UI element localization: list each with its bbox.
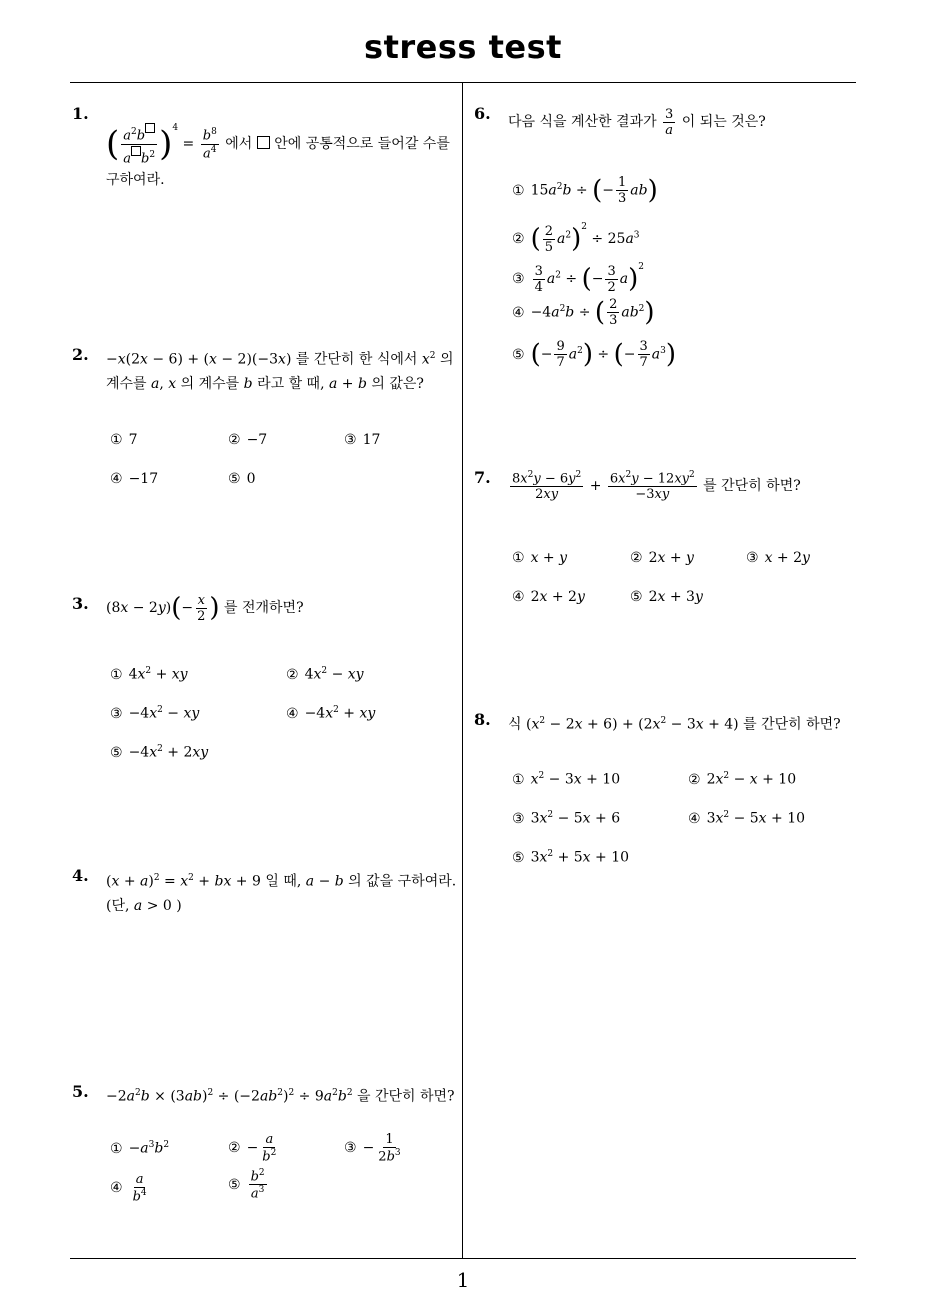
question-7: $\frac{8x^2y - 6y^2}{2xy}$ + $\frac{6x^2y - 12xy^2}{-3xy}$ 를 간단히 하면? bbox=[512, 469, 801, 503]
question-2: −x(2x − 6) + (x − 2)(−3x) 를 간단히 한 식에서 $x^2$ 의 계수를 a, x 의 계수를 b 라고 할 때, a + b 의 값은? bbox=[106, 351, 454, 392]
option-marker: ③ bbox=[344, 432, 357, 448]
option-marker: ② bbox=[228, 1140, 241, 1157]
q8-option-3[interactable]: ③ $3x^2 - 5x + 6$ bbox=[512, 810, 621, 827]
question-1-text-a: 에서 bbox=[220, 136, 257, 152]
option-marker: ③ bbox=[344, 1140, 357, 1157]
option-marker: ④ bbox=[110, 471, 123, 487]
option-marker: ⑤ bbox=[512, 346, 525, 363]
q8-option-5[interactable]: ⑤ $3x^2 + 5x + 10$ bbox=[512, 849, 630, 866]
question-4-text-d: ) bbox=[171, 897, 182, 914]
question-2-number: 2. bbox=[72, 345, 89, 364]
question-4-number: 4. bbox=[72, 866, 89, 885]
q3-option-4[interactable]: ④ $-4x^2$ + xy bbox=[286, 705, 376, 722]
question-6-number: 6. bbox=[474, 104, 491, 123]
page-number: 1 bbox=[456, 1268, 470, 1292]
q7-option-5[interactable]: ⑤ 2x + 3y bbox=[630, 589, 703, 605]
question-1-text-b: 안에 공통적으로 들어갈 수를 bbox=[269, 136, 450, 152]
question-8-text-a: 식 bbox=[508, 716, 526, 733]
question-7-number: 7. bbox=[474, 468, 491, 487]
page-title: stress test bbox=[364, 28, 562, 66]
question-4-text-b: 의 값을 구하여라. bbox=[343, 873, 457, 890]
q8-option-2[interactable]: ② $2x^2 - x + 10$ bbox=[688, 771, 797, 788]
question-6-text-b: 이 되는 것은? bbox=[677, 114, 766, 130]
question-2-text-b: 의 bbox=[435, 351, 454, 368]
question-3-text: 를 전개하면? bbox=[219, 600, 304, 616]
option-marker: ① bbox=[110, 1140, 123, 1157]
question-2-text-d: 의 계수를 bbox=[176, 375, 244, 392]
option-marker: ⑤ bbox=[630, 589, 643, 605]
option-marker: ① bbox=[110, 432, 123, 448]
q3-option-2[interactable]: ② $4x^2$ − xy bbox=[286, 666, 364, 683]
q6-option-3[interactable]: ③ $\frac{3}{4}$ $a^2$ ÷ (− $\frac{3}{2}$ a)$^2$ bbox=[512, 262, 644, 295]
option-marker: ③ bbox=[746, 550, 759, 566]
q5-option-3[interactable]: ③ − $\frac{1}{2b^3}$ bbox=[344, 1132, 401, 1165]
q6-option-1[interactable]: ① $15a^2b$ ÷ (− $\frac{1}{3}$ ab) bbox=[512, 175, 658, 207]
option-marker: ② bbox=[228, 432, 241, 448]
option-marker: ④ bbox=[688, 810, 701, 827]
option-marker: ⑤ bbox=[512, 849, 525, 866]
top-rule bbox=[70, 82, 856, 83]
option-value: −17 bbox=[128, 471, 159, 487]
question-8: 식 $(x^2 - 2x + 6) + (2x^2 - 3x + 4)$ 를 간단히 하면? bbox=[508, 716, 841, 733]
option-marker: ① bbox=[512, 182, 525, 199]
q2-option-4[interactable] bbox=[110, 471, 158, 487]
q6-option-5[interactable]: ⑤ (− $\frac{9}{7}$ $a^2$) ÷ (− $\frac{3}{7}$ $a^3$) bbox=[512, 339, 677, 371]
q7-option-2[interactable]: ② 2x + y bbox=[630, 550, 694, 566]
option-marker: ③ bbox=[512, 810, 525, 827]
option-marker: ① bbox=[110, 666, 123, 683]
q6-option-2[interactable]: ② ( $\frac{2}{5}$ $a^2)^2 \div 25a^3$ bbox=[512, 222, 640, 255]
question-1-text-c: 구하여라. bbox=[106, 172, 165, 188]
question-2-text-c: 계수를 bbox=[106, 375, 152, 392]
question-2-text-e: 라고 할 때, bbox=[252, 375, 329, 392]
question-8-text-b: 를 간단히 하면? bbox=[738, 716, 841, 733]
q7-option-4[interactable]: ④ 2x + 2y bbox=[512, 589, 585, 605]
question-8-number: 8. bbox=[474, 710, 491, 729]
q2-option-1[interactable] bbox=[110, 432, 137, 448]
q3-option-5[interactable]: ⑤ $-4x^2 + 2xy$ bbox=[110, 744, 209, 761]
question-4: $(x + a)^2 = x^2$ + bx + 9 일 때, a − b 의 값을 구하여라. (단, a > 0 ) bbox=[106, 873, 457, 914]
option-marker: ④ bbox=[110, 1180, 123, 1197]
option-marker: ⑤ bbox=[228, 1176, 241, 1193]
question-3-number: 3. bbox=[72, 594, 89, 613]
question-3: (8x − 2y)(− $\frac{x}{2}$ ) 를 전개하면? bbox=[106, 592, 304, 624]
question-6-text-a: 다음 식을 계산한 결과가 bbox=[508, 114, 662, 130]
option-marker: ① bbox=[512, 550, 525, 566]
question-5: $-2a^2b \times (3ab)^2 \div (-2ab^2)^2 \div 9a^2b^2$ 을 간단히 하면? bbox=[106, 1088, 455, 1105]
q3-option-1[interactable]: ① $4x^2$ + xy bbox=[110, 666, 188, 683]
q2-option-3[interactable] bbox=[344, 432, 380, 448]
option-marker: ④ bbox=[286, 705, 299, 722]
question-1: ( $\frac{a^2b}{a b^2}$ )$^4$ = $\frac{b^8}{a^4}$ 에서 안에 공통적으로 들어갈 수를 구하여라. bbox=[106, 104, 458, 192]
option-marker: ② bbox=[286, 666, 299, 683]
option-value: 17 bbox=[362, 432, 381, 448]
question-7-text: 를 간단히 하면? bbox=[698, 478, 801, 494]
q8-option-1[interactable]: ① $x^2 - 3x + 10$ bbox=[512, 771, 621, 788]
question-6: 다음 식을 계산한 결과가 $\frac{3}{a}$ 이 되는 것은? bbox=[508, 106, 766, 138]
option-marker: ② bbox=[630, 550, 643, 566]
q2-option-5[interactable] bbox=[228, 471, 255, 487]
q7-option-1[interactable]: ① x + y bbox=[512, 550, 568, 566]
q5-option-1[interactable]: ① $-a^3b^2$ bbox=[110, 1140, 170, 1157]
q6-option-4[interactable]: ④ $-4a^2b$ ÷ ( $\frac{2}{3}$ $ab^2$) bbox=[512, 297, 655, 329]
q8-option-4[interactable]: ④ $3x^2 - 5x + 10$ bbox=[688, 810, 806, 827]
option-marker: ② bbox=[512, 231, 525, 247]
option-marker: ① bbox=[512, 771, 525, 788]
option-marker: ⑤ bbox=[228, 471, 241, 487]
question-2-text-f: 의 값은? bbox=[366, 375, 424, 392]
q5-option-5[interactable]: ⑤ $\frac{b^2}{a^3}$ bbox=[228, 1168, 265, 1202]
question-2-comma: , bbox=[159, 375, 169, 392]
option-marker: ③ bbox=[110, 705, 123, 722]
q5-option-2[interactable]: ② − $\frac{a}{b^2}$ bbox=[228, 1132, 277, 1165]
question-4-text-a: 일 때, bbox=[260, 873, 306, 890]
q2-option-2[interactable] bbox=[228, 432, 267, 448]
blank-box bbox=[257, 136, 270, 149]
question-5-text: 을 간단히 하면? bbox=[352, 1088, 455, 1105]
option-marker: ② bbox=[688, 771, 701, 788]
option-value: 0 bbox=[246, 471, 256, 487]
option-marker: ⑤ bbox=[110, 744, 123, 761]
option-marker: ④ bbox=[512, 589, 525, 605]
q7-option-3[interactable]: ③ x + 2y bbox=[746, 550, 810, 566]
option-marker: ④ bbox=[512, 304, 525, 321]
question-1-number: 1. bbox=[72, 104, 89, 123]
option-value: 7 bbox=[128, 432, 138, 448]
option-value: −7 bbox=[246, 432, 268, 448]
option-marker: ③ bbox=[512, 271, 525, 287]
question-4-text-c: (단, bbox=[106, 897, 134, 914]
q3-option-3[interactable]: ③ $-4x^2$ − xy bbox=[110, 705, 200, 722]
q5-option-4[interactable]: ④ $\frac{a}{b^4}$ bbox=[110, 1172, 147, 1205]
question-5-number: 5. bbox=[72, 1082, 89, 1101]
question-2-text-a: 를 간단히 한 식에서 bbox=[291, 351, 422, 368]
column-divider bbox=[462, 82, 463, 1258]
bottom-rule bbox=[70, 1258, 856, 1259]
